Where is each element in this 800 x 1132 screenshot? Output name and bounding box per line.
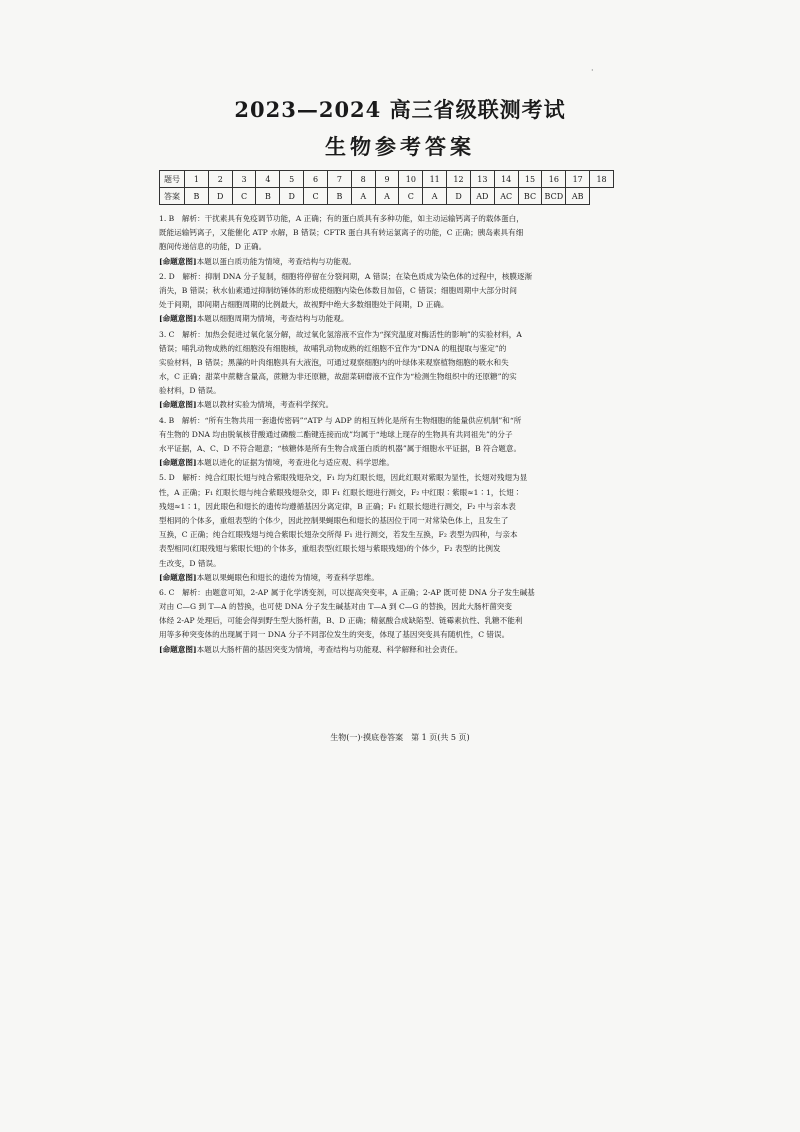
answer-cell: BC xyxy=(518,188,542,205)
explanation-line: 2. D 解析：抑制 DNA 分子复制，细胞将停留在分裂间期，A 错误；在染色质成为染色体的过程中，核膜逐渐 xyxy=(159,271,533,281)
answer-cell: D xyxy=(280,188,304,205)
explanation-line: 胞间传递信息的功能，D 正确。 xyxy=(159,242,267,252)
intent-tag: [命题意图] xyxy=(159,458,197,468)
intent-tag: [命题意图] xyxy=(159,572,197,582)
intent-note xyxy=(159,456,617,470)
answer-cell: B xyxy=(185,188,209,205)
intent-text: 本题以进化的证据为情境，考查进化与适应观、科学思维。 xyxy=(196,458,394,468)
answer-cell: BCD xyxy=(542,188,566,205)
explanation-line: 错误；哺乳动物成熟的红细胞没有细胞核，故哺乳动物成熟的红细胞不宜作为“DNA 的粗提取与鉴定”的 xyxy=(159,343,507,353)
question-number-cell: 14 xyxy=(494,171,518,188)
answer-cell: C xyxy=(304,188,328,205)
explanation-line: 表型相同(红眼残翅与紫眼长翅)的个体多，重组表型(红眼长翅与紫眼残翅)的个体少，F₂ 表型的比例发 xyxy=(159,544,501,554)
intent-note xyxy=(159,312,617,326)
question-number-cell: 3 xyxy=(232,171,256,188)
question-number-cell: 8 xyxy=(351,171,375,188)
intent-text: 本题以果蝇眼色和翅长的遗传为情境，考查科学思维。 xyxy=(196,572,379,582)
answer-cell: AD xyxy=(470,188,494,205)
intent-note xyxy=(159,643,617,657)
explanation-line: 6. C 解析：由题意可知，2-AP 属于化学诱变剂，可以提高突变率，A 正确；2-AP 既可使 DNA 分子发生碱基 xyxy=(159,587,535,597)
question-explanation xyxy=(159,471,617,585)
explanation-line: 验材料，D 错误。 xyxy=(159,386,221,396)
explanation-line: 对由 C—G 到 T—A 的替换，也可使 DNA 分子发生碱基对由 T—A 到 C—G 的替换，因此大肠杆菌突变 xyxy=(159,602,512,612)
explanation-line: 性，A 正确；F₁ 红眼长翅与纯合紫眼残翅杂交，即 F₁ 红眼长翅进行测交，F₂ 中红眼∶紫眼≈1∶1，长翅∶ xyxy=(159,487,522,497)
answer-explanations xyxy=(159,212,617,658)
intent-tag: [命题意图] xyxy=(159,400,197,410)
explanation-line: 残翅≈1∶1，因此眼色和翅长的遗传均遵循基因分离定律，B 正确；F₁ 红眼长翅进行测交，F₂ 中与亲本表 xyxy=(159,501,516,511)
intent-tag: [命题意图] xyxy=(159,644,197,654)
explanation-line: 用等多种突变体的出现属于同一 DNA 分子不同部位发生的突变，体现了基因突变具有随机性，C 错误。 xyxy=(159,630,510,640)
explanation-line: 处于间期，即间期占细胞周期的比例最大，故视野中绝大多数细胞处于间期，D 正确。 xyxy=(159,300,449,310)
explanation-line: 消失，B 错误；秋水仙素通过抑制纺锤体的形成使细胞内染色体数目加倍，C 错误；细胞周期中大部分时间 xyxy=(159,285,517,295)
page-subtitle: 生物参考答案 xyxy=(325,134,475,159)
question-explanation xyxy=(159,586,617,657)
explanation-line: 生改变，D 错误。 xyxy=(159,558,221,568)
answer-cell: A xyxy=(375,188,399,205)
intent-note xyxy=(159,398,617,412)
intent-tag: [命题意图] xyxy=(159,256,197,266)
question-explanation xyxy=(159,212,617,269)
question-explanation xyxy=(159,328,617,413)
explanation-line: 5. D 解析：纯合红眼长翅与纯合紫眼残翅杂交，F₁ 均为红眼长翅，因此红眼对紫眼为显性，长翅对残翅为显 xyxy=(159,473,528,483)
question-number-cell: 16 xyxy=(542,171,566,188)
question-number-cell: 13 xyxy=(470,171,494,188)
question-number-row xyxy=(160,171,614,188)
question-number-cell: 4 xyxy=(256,171,280,188)
question-number-cell: 2 xyxy=(208,171,232,188)
explanation-line: 4. B 解析：“所有生物共用一套遗传密码”“ATP 与 ADP 的相互转化是所有生物细胞的能量供应机制”和“所 xyxy=(159,415,522,425)
intent-text: 本题以细胞周期为情境，考查结构与功能观。 xyxy=(196,314,349,324)
explanation-line: 有生物的 DNA 均由脱氧核苷酸通过磷酸二酯键连接而成”均属于“地球上现存的生物具有共同祖先”的分子 xyxy=(159,429,513,439)
explanation-line: 水，C 正确；甜菜中蔗糖含量高，蔗糖为非还原糖，故甜菜研磨液不宜作为“检测生物组织中的还原糖”的实 xyxy=(159,372,517,382)
question-number-cell: 12 xyxy=(447,171,471,188)
question-number-cell: 9 xyxy=(375,171,399,188)
question-number-cell: 11 xyxy=(423,171,447,188)
explanation-line: 体经 2-AP 处理后，可能会得到野生型大肠杆菌，B、D 正确；精氨酸合成缺陷型、链霉素抗性、乳糖不能利 xyxy=(159,616,523,626)
question-number-cell: 7 xyxy=(327,171,351,188)
question-number-cell: 1 xyxy=(185,171,209,188)
question-number-cell: 10 xyxy=(399,171,423,188)
answer-table xyxy=(159,170,614,205)
explanation-line: 既能运输钙离子，又能催化 ATP 水解，B 错误；CFTR 蛋白具有转运氯离子的功能，C 正确；胰岛素具有细 xyxy=(159,228,524,238)
question-number-cell: 5 xyxy=(280,171,304,188)
answer-row xyxy=(160,188,614,205)
page-footer: 生物(一)·摸底卷答案 第 1 页(共 5 页) xyxy=(330,733,470,742)
explanation-line: 型相同的个体多，重组表型的个体少，因此控制果蝇眼色和翅长的基因位于同一对常染色体上，且发生了 xyxy=(159,515,509,525)
intent-text: 本题以蛋白质功能为情境，考查结构与功能观。 xyxy=(196,256,357,266)
question-number-cell: 18 xyxy=(590,171,614,188)
scan-mark: · xyxy=(591,66,594,75)
explanation-line: 水平证据，A、C、D 不符合题意；“核糖体是所有生物合成蛋白质的机器”属于细胞水平证据，B 符合题意。 xyxy=(159,444,522,453)
intent-note xyxy=(159,255,617,269)
explanation-line: 实验材料，B 错误；黑藻的叶肉细胞具有大液泡，可通过观察细胞内的叶绿体来观察植物细胞的吸水和失 xyxy=(159,357,509,367)
row-label-number: 题号 xyxy=(160,171,185,188)
question-number-cell: 6 xyxy=(304,171,328,188)
answer-cell: C xyxy=(232,188,256,205)
intent-text: 本题以大肠杆菌的基因突变为情境，考查结构与功能观、科学解释和社会责任。 xyxy=(196,644,463,654)
answer-cell: C xyxy=(399,188,423,205)
answer-cell: B xyxy=(256,188,280,205)
intent-note xyxy=(159,571,617,585)
question-number-cell: 17 xyxy=(566,171,590,188)
explanation-line: 1. B 解析：干扰素具有免疫调节功能，A 正确；有的蛋白质具有多种功能，如主动运输钙离子的载体蛋白， xyxy=(159,214,524,223)
answer-cell: AB xyxy=(566,188,590,205)
answer-cell: A xyxy=(351,188,375,205)
question-number-cell: 15 xyxy=(518,171,542,188)
answer-cell: D xyxy=(447,188,471,205)
row-label-answer: 答案 xyxy=(160,188,185,205)
answer-cell: AC xyxy=(494,188,518,205)
question-explanation xyxy=(159,414,617,471)
intent-text: 本题以教材实验为情境，考查科学探究。 xyxy=(196,400,334,410)
question-explanation xyxy=(159,270,617,327)
answer-cell: B xyxy=(327,188,351,205)
answer-cell: A xyxy=(423,188,447,205)
intent-tag: [命题意图] xyxy=(159,314,197,324)
answer-cell: D xyxy=(208,188,232,205)
explanation-line: 互换，C 正确；纯合红眼残翅与纯合紫眼长翅杂交所得 F₁ 进行测交，若发生互换，F₂ 表型为四种，与亲本 xyxy=(159,530,518,540)
page-title: 2023—2024 高三省级联测考试 xyxy=(234,97,566,122)
explanation-line: 3. C 解析：加热会促进过氧化氢分解，故过氧化氢溶液不宜作为“探究温度对酶活性的影响”的实验材料，A xyxy=(159,329,522,339)
